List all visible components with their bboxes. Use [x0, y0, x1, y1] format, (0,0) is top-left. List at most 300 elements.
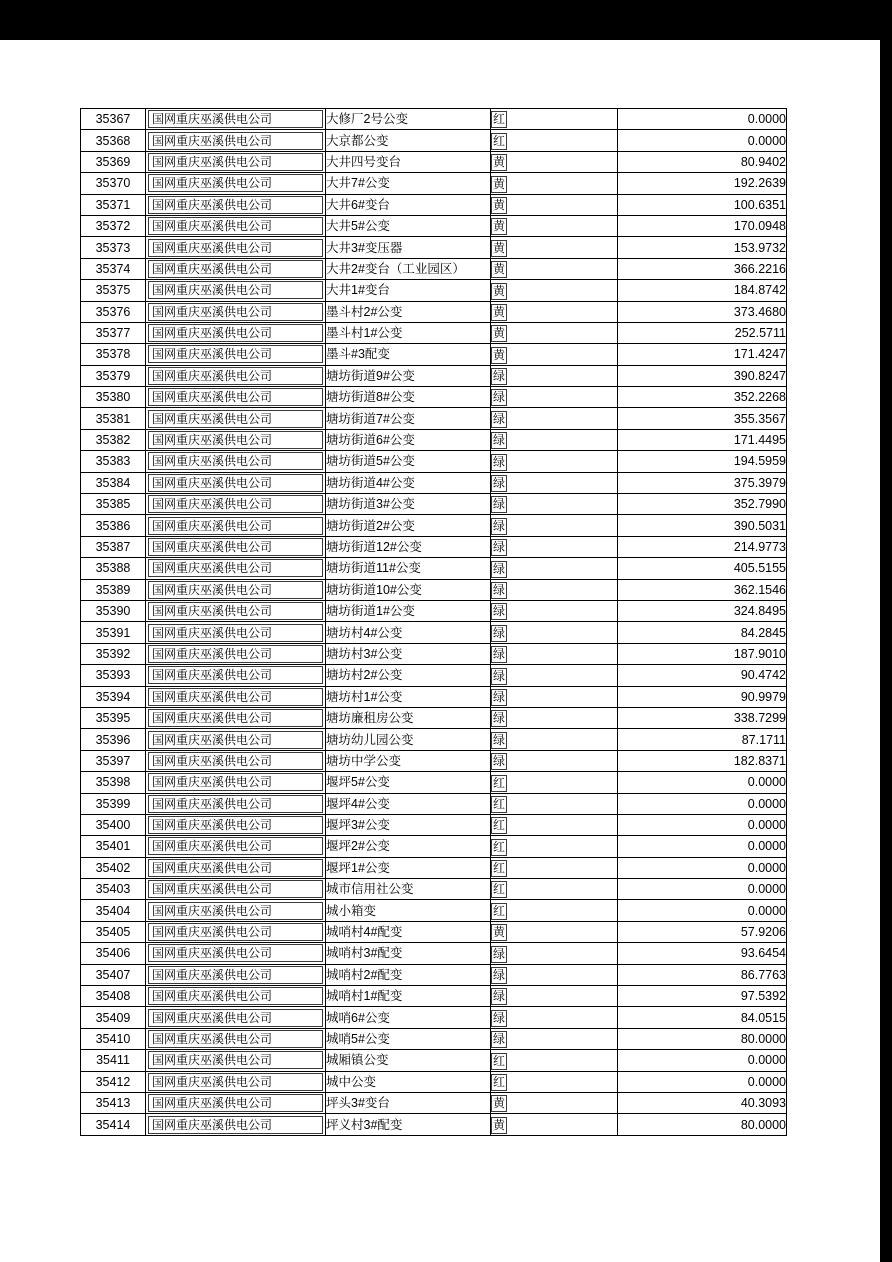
- cell-transformer-name: 城哨6#公变: [326, 1007, 491, 1028]
- cell-company: [146, 387, 326, 408]
- cell-load-value: 0.0000: [618, 836, 787, 857]
- status-text: 红: [493, 1053, 506, 1068]
- cell-transformer-name: 塘坊村4#公变: [326, 622, 491, 643]
- status-text: 黄: [493, 240, 506, 255]
- cell-load-value: 170.0948: [618, 215, 787, 236]
- cell-row-id: 35373: [81, 237, 146, 258]
- cell-company: [146, 622, 326, 643]
- company-text: 国网重庆巫溪供电公司: [148, 388, 323, 406]
- table-row: [81, 750, 787, 771]
- cell-row-id: 35402: [81, 857, 146, 878]
- table-row: [81, 429, 787, 450]
- cell-row-id: 35385: [81, 494, 146, 515]
- cell-row-id: 35383: [81, 451, 146, 472]
- cell-row-id: 35381: [81, 408, 146, 429]
- cell-transformer-name: 坪义村3#配变: [326, 1114, 491, 1135]
- company-text: 国网重庆巫溪供电公司: [148, 966, 323, 984]
- status-text: 绿: [493, 540, 506, 555]
- table-body: [81, 109, 787, 1136]
- cell-company: [146, 515, 326, 536]
- status-text: 绿: [493, 518, 506, 533]
- cell-row-id: 35395: [81, 707, 146, 728]
- company-text: 国网重庆巫溪供电公司: [148, 495, 323, 513]
- table-row: [81, 280, 787, 301]
- status-text: 绿: [493, 689, 506, 704]
- company-text: 国网重庆巫溪供电公司: [148, 474, 323, 492]
- cell-load-value: 390.8247: [618, 365, 787, 386]
- table-row: [81, 258, 787, 279]
- cell-status: [491, 151, 618, 172]
- cell-company: [146, 772, 326, 793]
- cell-row-id: 35407: [81, 964, 146, 985]
- cell-status: [491, 387, 618, 408]
- cell-status: [491, 130, 618, 151]
- cell-transformer-name: 城哨村3#配变: [326, 943, 491, 964]
- cell-company: [146, 836, 326, 857]
- company-text: 国网重庆巫溪供电公司: [148, 517, 323, 535]
- cell-load-value: 100.6351: [618, 194, 787, 215]
- cell-row-id: 35390: [81, 600, 146, 621]
- cell-company: [146, 1028, 326, 1049]
- cell-row-id: 35391: [81, 622, 146, 643]
- company-text: 国网重庆巫溪供电公司: [148, 944, 323, 962]
- cell-status: [491, 857, 618, 878]
- cell-row-id: 35403: [81, 879, 146, 900]
- company-text: 国网重庆巫溪供电公司: [148, 367, 323, 385]
- status-text: 绿: [493, 1032, 506, 1047]
- cell-load-value: 194.5959: [618, 451, 787, 472]
- cell-transformer-name: 塘坊街道8#公变: [326, 387, 491, 408]
- status-text: 红: [493, 112, 506, 127]
- cell-transformer-name: 堰坪1#公变: [326, 857, 491, 878]
- cell-row-id: 35370: [81, 173, 146, 194]
- table-row: [81, 301, 787, 322]
- cell-row-id: 35401: [81, 836, 146, 857]
- cell-transformer-name: 塘坊街道6#公变: [326, 429, 491, 450]
- table-row: [81, 322, 787, 343]
- company-text: 国网重庆巫溪供电公司: [148, 816, 323, 834]
- cell-transformer-name: 大井6#变台: [326, 194, 491, 215]
- table-row: [81, 600, 787, 621]
- cell-transformer-name: 塘坊村3#公变: [326, 643, 491, 664]
- status-text: 红: [493, 775, 506, 790]
- cell-company: [146, 322, 326, 343]
- cell-company: [146, 964, 326, 985]
- cell-status: [491, 365, 618, 386]
- table-row: [81, 1092, 787, 1113]
- cell-transformer-name: 城中公变: [326, 1071, 491, 1092]
- cell-load-value: 87.1711: [618, 729, 787, 750]
- cell-row-id: 35413: [81, 1092, 146, 1113]
- cell-company: [146, 215, 326, 236]
- cell-load-value: 0.0000: [618, 1071, 787, 1092]
- cell-load-value: 90.9979: [618, 686, 787, 707]
- cell-row-id: 35386: [81, 515, 146, 536]
- cell-load-value: 184.8742: [618, 280, 787, 301]
- cell-load-value: 80.0000: [618, 1114, 787, 1135]
- cell-row-id: 35382: [81, 429, 146, 450]
- cell-transformer-name: 坪头3#变台: [326, 1092, 491, 1113]
- cell-load-value: 0.0000: [618, 772, 787, 793]
- company-text: 国网重庆巫溪供电公司: [148, 880, 323, 898]
- cell-row-id: 35404: [81, 900, 146, 921]
- cell-status: [491, 173, 618, 194]
- power-transformer-table: [80, 108, 787, 1136]
- cell-status: [491, 579, 618, 600]
- status-text: 绿: [493, 647, 506, 662]
- cell-row-id: 35412: [81, 1071, 146, 1092]
- cell-load-value: 405.5155: [618, 558, 787, 579]
- status-text: 绿: [493, 946, 506, 961]
- table-row: [81, 772, 787, 793]
- cell-company: [146, 365, 326, 386]
- status-text: 红: [493, 796, 506, 811]
- table-row: [81, 643, 787, 664]
- cell-row-id: 35371: [81, 194, 146, 215]
- status-text: 黄: [493, 283, 506, 298]
- company-text: 国网重庆巫溪供电公司: [148, 410, 323, 428]
- status-text: 绿: [493, 497, 506, 512]
- cell-load-value: 214.9773: [618, 536, 787, 557]
- table-row: [81, 237, 787, 258]
- cell-load-value: 362.1546: [618, 579, 787, 600]
- cell-company: [146, 451, 326, 472]
- company-text: 国网重庆巫溪供电公司: [148, 196, 323, 214]
- company-text: 国网重庆巫溪供电公司: [148, 581, 323, 599]
- company-text: 国网重庆巫溪供电公司: [148, 987, 323, 1005]
- cell-company: [146, 558, 326, 579]
- company-text: 国网重庆巫溪供电公司: [148, 666, 323, 684]
- cell-company: [146, 280, 326, 301]
- cell-transformer-name: 大井1#变台: [326, 280, 491, 301]
- cell-company: [146, 665, 326, 686]
- company-text: 国网重庆巫溪供电公司: [148, 1009, 323, 1027]
- table-row: [81, 729, 787, 750]
- company-text: 国网重庆巫溪供电公司: [148, 645, 323, 663]
- status-text: 绿: [493, 433, 506, 448]
- cell-row-id: 35375: [81, 280, 146, 301]
- cell-status: [491, 750, 618, 771]
- table-row: [81, 1114, 787, 1135]
- cell-load-value: 93.6454: [618, 943, 787, 964]
- cell-transformer-name: 塘坊街道12#公变: [326, 536, 491, 557]
- table-row: [81, 494, 787, 515]
- cell-company: [146, 344, 326, 365]
- cell-status: [491, 258, 618, 279]
- table-row: [81, 921, 787, 942]
- cell-load-value: 0.0000: [618, 793, 787, 814]
- cell-company: [146, 879, 326, 900]
- company-text: 国网重庆巫溪供电公司: [148, 773, 323, 791]
- company-text: 国网重庆巫溪供电公司: [148, 174, 323, 192]
- cell-status: [491, 322, 618, 343]
- cell-company: [146, 943, 326, 964]
- cell-transformer-name: 墨斗村2#公变: [326, 301, 491, 322]
- cell-company: [146, 408, 326, 429]
- cell-transformer-name: 大井3#变压器: [326, 237, 491, 258]
- cell-transformer-name: 大京都公变: [326, 130, 491, 151]
- cell-load-value: 352.7990: [618, 494, 787, 515]
- company-text: 国网重庆巫溪供电公司: [148, 1030, 323, 1048]
- cell-company: [146, 1071, 326, 1092]
- cell-company: [146, 857, 326, 878]
- company-text: 国网重庆巫溪供电公司: [148, 837, 323, 855]
- cell-status: [491, 215, 618, 236]
- company-text: 国网重庆巫溪供电公司: [148, 1051, 323, 1069]
- table-row: [81, 387, 787, 408]
- company-text: 国网重庆巫溪供电公司: [148, 795, 323, 813]
- cell-status: [491, 515, 618, 536]
- right-black-strip: [880, 0, 892, 1262]
- cell-company: [146, 643, 326, 664]
- cell-company: [146, 1050, 326, 1071]
- status-text: 红: [493, 882, 506, 897]
- cell-transformer-name: 塘坊街道9#公变: [326, 365, 491, 386]
- cell-transformer-name: 塘坊幼儿园公变: [326, 729, 491, 750]
- table-row: [81, 1071, 787, 1092]
- company-text: 国网重庆巫溪供电公司: [148, 1116, 323, 1134]
- status-text: 红: [493, 133, 506, 148]
- cell-row-id: 35408: [81, 986, 146, 1007]
- cell-transformer-name: 塘坊中学公变: [326, 750, 491, 771]
- cell-load-value: 182.8371: [618, 750, 787, 771]
- cell-load-value: 192.2639: [618, 173, 787, 194]
- cell-row-id: 35389: [81, 579, 146, 600]
- cell-status: [491, 301, 618, 322]
- status-text: 绿: [493, 369, 506, 384]
- company-text: 国网重庆巫溪供电公司: [148, 239, 323, 257]
- cell-row-id: 35393: [81, 665, 146, 686]
- table-row: [81, 472, 787, 493]
- cell-transformer-name: 城市信用社公变: [326, 879, 491, 900]
- table-row: [81, 365, 787, 386]
- cell-load-value: 86.7763: [618, 964, 787, 985]
- cell-status: [491, 964, 618, 985]
- cell-company: [146, 814, 326, 835]
- cell-load-value: 0.0000: [618, 857, 787, 878]
- status-text: 红: [493, 903, 506, 918]
- table-row: [81, 707, 787, 728]
- cell-load-value: 0.0000: [618, 900, 787, 921]
- cell-transformer-name: 堰坪3#公变: [326, 814, 491, 835]
- cell-status: [491, 194, 618, 215]
- cell-company: [146, 1007, 326, 1028]
- table-row: [81, 1007, 787, 1028]
- cell-transformer-name: 塘坊街道4#公变: [326, 472, 491, 493]
- status-text: 黄: [493, 262, 506, 277]
- cell-row-id: 35411: [81, 1050, 146, 1071]
- status-text: 绿: [493, 711, 506, 726]
- company-text: 国网重庆巫溪供电公司: [148, 324, 323, 342]
- cell-transformer-name: 堰坪2#公变: [326, 836, 491, 857]
- cell-load-value: 80.9402: [618, 151, 787, 172]
- cell-row-id: 35380: [81, 387, 146, 408]
- cell-status: [491, 558, 618, 579]
- company-text: 国网重庆巫溪供电公司: [148, 624, 323, 642]
- table-row: [81, 558, 787, 579]
- cell-load-value: 0.0000: [618, 814, 787, 835]
- cell-transformer-name: 堰坪5#公变: [326, 772, 491, 793]
- cell-company: [146, 536, 326, 557]
- cell-row-id: 35384: [81, 472, 146, 493]
- cell-status: [491, 1028, 618, 1049]
- cell-transformer-name: 大井5#公变: [326, 215, 491, 236]
- cell-status: [491, 429, 618, 450]
- status-text: 黄: [493, 347, 506, 362]
- cell-row-id: 35377: [81, 322, 146, 343]
- table-row: [81, 536, 787, 557]
- table-row: [81, 836, 787, 857]
- cell-company: [146, 921, 326, 942]
- cell-transformer-name: 城哨5#公变: [326, 1028, 491, 1049]
- cell-company: [146, 600, 326, 621]
- table-row: [81, 793, 787, 814]
- status-text: 黄: [493, 219, 506, 234]
- cell-load-value: 0.0000: [618, 109, 787, 130]
- cell-company: [146, 173, 326, 194]
- cell-company: [146, 686, 326, 707]
- cell-row-id: 35367: [81, 109, 146, 130]
- table-row: [81, 665, 787, 686]
- cell-status: [491, 344, 618, 365]
- status-text: 红: [493, 1074, 506, 1089]
- cell-transformer-name: 塘坊街道2#公变: [326, 515, 491, 536]
- cell-row-id: 35372: [81, 215, 146, 236]
- cell-transformer-name: 城哨村4#配变: [326, 921, 491, 942]
- cell-company: [146, 109, 326, 130]
- cell-status: [491, 622, 618, 643]
- company-text: 国网重庆巫溪供电公司: [148, 731, 323, 749]
- cell-row-id: 35396: [81, 729, 146, 750]
- cell-row-id: 35378: [81, 344, 146, 365]
- cell-transformer-name: 塘坊街道1#公变: [326, 600, 491, 621]
- status-text: 黄: [493, 1096, 506, 1111]
- cell-transformer-name: 塘坊廉租房公变: [326, 707, 491, 728]
- table-row: [81, 515, 787, 536]
- company-text: 国网重庆巫溪供电公司: [148, 345, 323, 363]
- cell-status: [491, 793, 618, 814]
- cell-load-value: 366.2216: [618, 258, 787, 279]
- company-text: 国网重庆巫溪供电公司: [148, 1094, 323, 1112]
- cell-company: [146, 258, 326, 279]
- cell-load-value: 375.3979: [618, 472, 787, 493]
- table-row: [81, 857, 787, 878]
- cell-transformer-name: 塘坊街道11#公变: [326, 558, 491, 579]
- cell-company: [146, 1114, 326, 1135]
- cell-status: [491, 814, 618, 835]
- cell-row-id: 35397: [81, 750, 146, 771]
- cell-status: [491, 900, 618, 921]
- cell-company: [146, 472, 326, 493]
- status-text: 红: [493, 861, 506, 876]
- cell-row-id: 35400: [81, 814, 146, 835]
- company-text: 国网重庆巫溪供电公司: [148, 260, 323, 278]
- table-row: [81, 151, 787, 172]
- cell-row-id: 35409: [81, 1007, 146, 1028]
- status-text: 绿: [493, 625, 506, 640]
- status-text: 绿: [493, 754, 506, 769]
- top-black-bar: [0, 0, 892, 40]
- cell-row-id: 35369: [81, 151, 146, 172]
- status-text: 红: [493, 818, 506, 833]
- cell-row-id: 35399: [81, 793, 146, 814]
- cell-load-value: 373.4680: [618, 301, 787, 322]
- status-text: 绿: [493, 390, 506, 405]
- cell-transformer-name: 城哨村1#配变: [326, 986, 491, 1007]
- status-text: 绿: [493, 604, 506, 619]
- status-text: 绿: [493, 1010, 506, 1025]
- cell-load-value: 0.0000: [618, 130, 787, 151]
- cell-transformer-name: 塘坊村2#公变: [326, 665, 491, 686]
- cell-status: [491, 472, 618, 493]
- cell-load-value: 90.4742: [618, 665, 787, 686]
- status-text: 绿: [493, 989, 506, 1004]
- status-text: 黄: [493, 326, 506, 341]
- table-row: [81, 579, 787, 600]
- cell-transformer-name: 堰坪4#公变: [326, 793, 491, 814]
- cell-row-id: 35376: [81, 301, 146, 322]
- cell-status: [491, 1007, 618, 1028]
- company-text: 国网重庆巫溪供电公司: [148, 559, 323, 577]
- cell-status: [491, 772, 618, 793]
- cell-row-id: 35387: [81, 536, 146, 557]
- status-text: 红: [493, 839, 506, 854]
- cell-company: [146, 301, 326, 322]
- status-text: 绿: [493, 582, 506, 597]
- cell-company: [146, 579, 326, 600]
- company-text: 国网重庆巫溪供电公司: [148, 110, 323, 128]
- cell-transformer-name: 塘坊街道5#公变: [326, 451, 491, 472]
- company-text: 国网重庆巫溪供电公司: [148, 688, 323, 706]
- cell-status: [491, 109, 618, 130]
- cell-load-value: 84.0515: [618, 1007, 787, 1028]
- cell-load-value: 171.4495: [618, 429, 787, 450]
- company-text: 国网重庆巫溪供电公司: [148, 431, 323, 449]
- status-text: 绿: [493, 732, 506, 747]
- cell-load-value: 338.7299: [618, 707, 787, 728]
- status-text: 黄: [493, 155, 506, 170]
- cell-status: [491, 1071, 618, 1092]
- cell-row-id: 35379: [81, 365, 146, 386]
- cell-status: [491, 1092, 618, 1113]
- cell-transformer-name: 大井7#公变: [326, 173, 491, 194]
- cell-company: [146, 793, 326, 814]
- table-row: [81, 215, 787, 236]
- cell-status: [491, 536, 618, 557]
- cell-load-value: 153.9732: [618, 237, 787, 258]
- cell-status: [491, 665, 618, 686]
- cell-company: [146, 900, 326, 921]
- status-text: 绿: [493, 668, 506, 683]
- company-text: 国网重庆巫溪供电公司: [148, 602, 323, 620]
- table-row: [81, 1050, 787, 1071]
- company-text: 国网重庆巫溪供电公司: [148, 709, 323, 727]
- cell-status: [491, 836, 618, 857]
- cell-row-id: 35388: [81, 558, 146, 579]
- cell-load-value: 187.9010: [618, 643, 787, 664]
- status-text: 黄: [493, 304, 506, 319]
- table-row: [81, 943, 787, 964]
- status-text: 绿: [493, 476, 506, 491]
- table-row: [81, 622, 787, 643]
- cell-status: [491, 408, 618, 429]
- cell-status: [491, 986, 618, 1007]
- company-text: 国网重庆巫溪供电公司: [148, 303, 323, 321]
- cell-load-value: 97.5392: [618, 986, 787, 1007]
- cell-company: [146, 986, 326, 1007]
- status-text: 绿: [493, 561, 506, 576]
- table-row: [81, 194, 787, 215]
